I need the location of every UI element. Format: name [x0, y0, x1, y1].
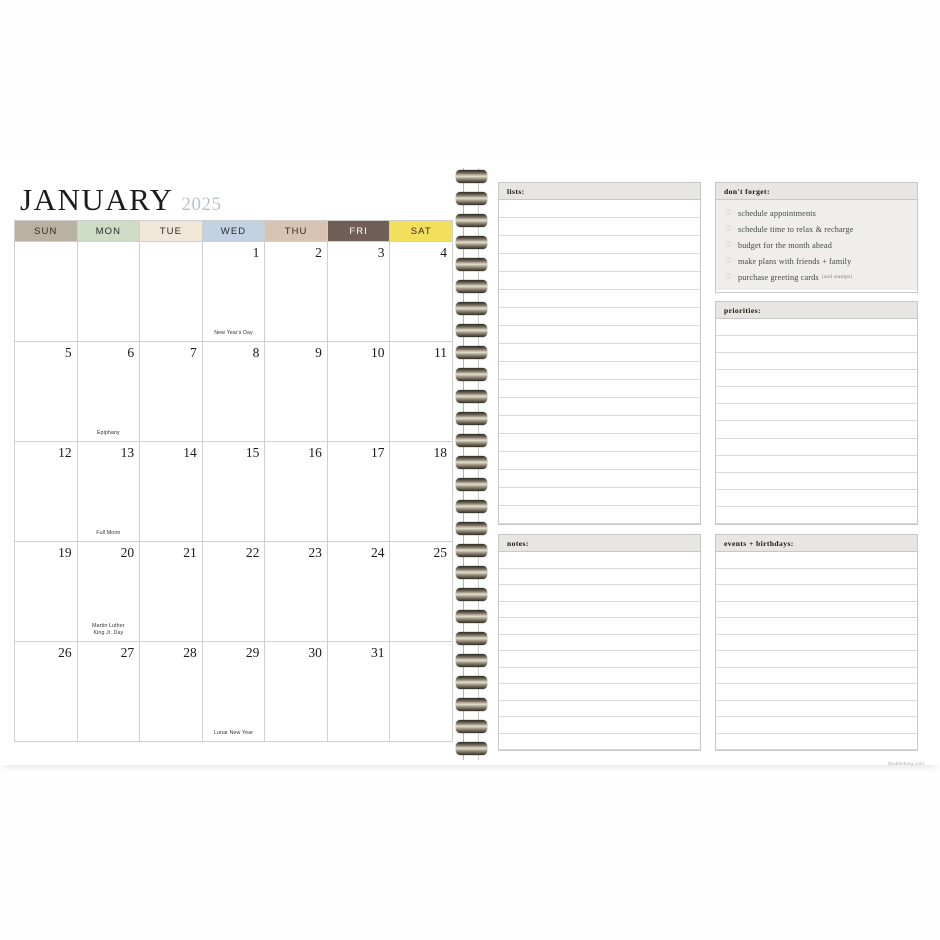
day-number: 29 [245, 645, 260, 660]
day-number: 21 [183, 545, 197, 560]
ruled-line[interactable] [716, 404, 917, 421]
ruled-line[interactable] [716, 701, 917, 718]
calendar-day-cell[interactable] [78, 342, 141, 442]
calendar-day-cell[interactable] [265, 442, 328, 542]
ruled-line[interactable] [499, 635, 700, 652]
spiral-coil [456, 258, 487, 271]
ruled-line[interactable] [499, 602, 700, 619]
panel-events-birthdays [715, 534, 918, 751]
calendar-week-row [15, 642, 453, 742]
panel-dont-forget-title: don't forget: [716, 183, 917, 200]
panel-events-title: events + birthdays: [716, 535, 917, 552]
publisher-credit: tfpublishing.com [887, 761, 924, 766]
day-number: 5 [64, 345, 72, 360]
ruled-line[interactable] [716, 734, 917, 751]
dont-forget-item[interactable] [716, 237, 917, 253]
calendar-day-cell[interactable] [390, 442, 453, 542]
dont-forget-item-label: schedule time to relax & recharge [738, 224, 854, 234]
ruled-line[interactable] [499, 326, 700, 344]
spiral-coil [456, 390, 487, 403]
day-number: 20 [120, 545, 135, 560]
calendar-empty-cell [390, 642, 453, 742]
day-header-tue: TUE [140, 221, 203, 242]
day-event-label: Full Moon [96, 530, 121, 536]
calendar-week-row [15, 342, 453, 442]
ruled-line[interactable] [499, 218, 700, 236]
ruled-line[interactable] [499, 488, 700, 506]
day-of-week-row [15, 221, 453, 242]
spiral-coil [456, 324, 487, 337]
day-header-thu: THU [265, 221, 328, 242]
spiral-coil [456, 456, 487, 469]
panel-notes [498, 534, 701, 751]
day-number: 23 [308, 545, 322, 560]
ruled-line[interactable] [716, 421, 917, 438]
dont-forget-item-label: make plans with friends + family [738, 256, 852, 266]
day-number: 28 [183, 645, 197, 660]
dont-forget-item[interactable] [716, 205, 917, 221]
ruled-line[interactable] [499, 569, 700, 586]
calendar-day-cell[interactable] [140, 442, 203, 542]
day-number: 9 [315, 345, 322, 360]
dont-forget-item-label: purchase greeting cards [738, 272, 819, 282]
calendar-empty-cell [15, 242, 78, 342]
calendar-day-cell[interactable] [265, 542, 328, 642]
panel-lists-title: lists: [499, 183, 700, 200]
calendar-day-cell[interactable] [328, 442, 391, 542]
panel-priorities-lines[interactable] [716, 319, 917, 524]
panel-lists-lines[interactable] [499, 200, 700, 524]
day-number: 2 [315, 245, 322, 260]
ruled-line[interactable] [499, 452, 700, 470]
calendar-day-cell[interactable] [328, 642, 391, 742]
heart-icon: ♡ [725, 240, 732, 250]
spiral-coil [456, 302, 487, 315]
month-header [20, 182, 221, 224]
day-number: 31 [370, 645, 385, 660]
ruled-line[interactable] [716, 473, 917, 490]
day-event-label: Martin Luther King Jr. Day [92, 623, 125, 636]
calendar-day-cell[interactable] [78, 642, 141, 742]
day-number: 4 [440, 245, 448, 260]
panel-priorities-title: priorities: [716, 302, 917, 319]
ruled-line[interactable] [499, 308, 700, 326]
dont-forget-item[interactable] [716, 253, 917, 269]
ruled-line[interactable] [499, 585, 700, 602]
day-number: 7 [189, 345, 197, 360]
panel-notes-lines[interactable] [499, 552, 700, 750]
calendar-day-cell[interactable] [328, 342, 391, 442]
dont-forget-item-label: budget for the month ahead [738, 240, 832, 250]
day-number: 17 [370, 445, 385, 460]
day-number: 13 [120, 445, 135, 460]
ruled-line[interactable] [499, 236, 700, 254]
calendar-day-cell[interactable] [15, 442, 78, 542]
calendar-day-cell[interactable] [203, 542, 266, 642]
spiral-coil [456, 544, 487, 557]
ruled-line[interactable] [499, 506, 700, 524]
ruled-line[interactable] [499, 434, 700, 452]
spiral-coil [456, 192, 487, 205]
calendar-day-cell[interactable] [15, 542, 78, 642]
calendar-day-cell[interactable] [328, 542, 391, 642]
spiral-coil [456, 368, 487, 381]
calendar-day-cell[interactable] [140, 542, 203, 642]
calendar-week-row [15, 242, 453, 342]
day-number: 11 [434, 345, 448, 360]
spiral-coil [456, 214, 487, 227]
ruled-line[interactable] [716, 651, 917, 668]
ruled-line[interactable] [499, 200, 700, 218]
day-header-fri: FRI [328, 221, 391, 242]
dont-forget-item-label: schedule appointments [738, 208, 816, 218]
spiral-coil [456, 698, 487, 711]
ruled-line[interactable] [716, 490, 917, 507]
heart-icon: ♡ [725, 256, 732, 266]
day-number: 30 [308, 645, 322, 660]
ruled-line[interactable] [716, 569, 917, 586]
ruled-line[interactable] [716, 336, 917, 353]
calendar-week-row [15, 542, 453, 642]
spiral-coil [456, 478, 487, 491]
ruled-line[interactable] [499, 344, 700, 362]
panel-priorities [715, 301, 918, 525]
calendar-day-cell[interactable] [78, 442, 141, 542]
ruled-line[interactable] [499, 684, 700, 701]
spiral-coil [456, 654, 487, 667]
calendar-empty-cell [78, 242, 141, 342]
ruled-line[interactable] [499, 272, 700, 290]
notes-page [488, 168, 928, 766]
ruled-line[interactable] [716, 602, 917, 619]
day-number: 14 [183, 445, 197, 460]
calendar-week-row [15, 442, 453, 542]
calendar-day-cell[interactable] [265, 642, 328, 742]
calendar-day-cell[interactable] [265, 342, 328, 442]
ruled-line[interactable] [499, 552, 700, 569]
panel-lists [498, 182, 701, 525]
panel-events-lines[interactable] [716, 552, 917, 750]
day-number: 22 [245, 545, 260, 560]
day-number: 26 [58, 645, 72, 660]
ruled-line[interactable] [716, 684, 917, 701]
day-number: 8 [252, 345, 260, 360]
day-number: 6 [127, 345, 135, 360]
heart-icon: ♡ [725, 208, 732, 218]
calendar-day-cell[interactable] [390, 242, 453, 342]
spiral-coil [456, 346, 487, 359]
spiral-coil [456, 742, 487, 755]
spiral-coil [456, 170, 487, 183]
ruled-line[interactable] [499, 668, 700, 685]
ruled-line[interactable] [716, 635, 917, 652]
calendar-grid [14, 220, 453, 742]
month-year: 2025 [181, 194, 222, 215]
calendar-empty-cell [140, 242, 203, 342]
calendar-day-cell[interactable] [140, 342, 203, 442]
ruled-line[interactable] [716, 552, 917, 569]
day-header-mon: MON [78, 221, 141, 242]
ruled-line[interactable] [716, 370, 917, 387]
calendar-day-cell[interactable] [140, 642, 203, 742]
day-number: 18 [433, 445, 448, 460]
ruled-line[interactable] [499, 701, 700, 718]
dont-forget-item[interactable] [716, 221, 917, 237]
day-number: 10 [370, 345, 385, 360]
spiral-coil [456, 588, 487, 601]
calendar-day-cell[interactable] [390, 542, 453, 642]
calendar-page [14, 168, 454, 756]
day-number: 16 [308, 445, 322, 460]
ruled-line[interactable] [499, 398, 700, 416]
spiral-binding [452, 160, 490, 765]
dont-forget-checklist [716, 200, 917, 290]
ruled-line[interactable] [716, 439, 917, 456]
ruled-line[interactable] [499, 618, 700, 635]
ruled-line[interactable] [716, 507, 917, 524]
day-header-sun: SUN [15, 221, 78, 242]
day-header-sat: SAT [390, 221, 453, 242]
spiral-coil [456, 236, 487, 249]
calendar-day-cell[interactable] [203, 642, 266, 742]
spiral-coil [456, 610, 487, 623]
day-event-label: New Year's Day [214, 330, 253, 336]
calendar-day-cell[interactable] [15, 642, 78, 742]
calendar-day-cell[interactable] [390, 342, 453, 442]
day-header-wed: WED [203, 221, 266, 242]
day-number: 25 [433, 545, 448, 560]
spiral-coil [456, 566, 487, 579]
ruled-line[interactable] [716, 668, 917, 685]
day-number: 1 [252, 245, 260, 260]
day-number: 19 [58, 545, 72, 560]
ruled-line[interactable] [716, 387, 917, 404]
day-number: 24 [370, 545, 385, 560]
day-number: 12 [58, 445, 72, 460]
calendar-day-cell[interactable] [328, 242, 391, 342]
spiral-coil [456, 720, 487, 733]
calendar-day-cell[interactable] [203, 442, 266, 542]
ruled-line[interactable] [716, 618, 917, 635]
ruled-line[interactable] [499, 416, 700, 434]
spiral-coil [456, 632, 487, 645]
dont-forget-item-subnote: (and stamps) [821, 274, 853, 280]
ruled-line[interactable] [499, 734, 700, 751]
day-event-label: Lunar New Year [213, 730, 254, 736]
month-name: JANUARY [20, 182, 174, 217]
spiral-coil [456, 500, 487, 513]
calendar-day-cell[interactable] [203, 342, 266, 442]
day-event-label: Epiphany [96, 430, 120, 436]
heart-icon: ♡ [725, 272, 732, 282]
spiral-coil [456, 412, 487, 425]
ruled-line[interactable] [499, 717, 700, 734]
calendar-day-cell[interactable] [203, 242, 266, 342]
calendar-day-cell[interactable] [265, 242, 328, 342]
ruled-line[interactable] [716, 585, 917, 602]
day-number: 3 [377, 245, 385, 260]
ruled-line[interactable] [499, 290, 700, 308]
panel-dont-forget [715, 182, 918, 293]
heart-icon: ♡ [725, 224, 732, 234]
ruled-line[interactable] [716, 456, 917, 473]
spiral-coil [456, 434, 487, 447]
dont-forget-item[interactable] [716, 269, 917, 285]
ruled-line[interactable] [716, 353, 917, 370]
ruled-line[interactable] [499, 362, 700, 380]
ruled-line[interactable] [499, 470, 700, 488]
day-number: 15 [245, 445, 260, 460]
calendar-day-cell[interactable] [15, 342, 78, 442]
ruled-line[interactable] [716, 717, 917, 734]
panel-notes-title: notes: [499, 535, 700, 552]
ruled-line[interactable] [716, 319, 917, 336]
day-number: 27 [120, 645, 135, 660]
spiral-coil [456, 280, 487, 293]
spiral-coil [456, 522, 487, 535]
ruled-line[interactable] [499, 380, 700, 398]
spiral-coil [456, 676, 487, 689]
calendar-day-cell[interactable] [78, 542, 141, 642]
ruled-line[interactable] [499, 254, 700, 272]
ruled-line[interactable] [499, 651, 700, 668]
